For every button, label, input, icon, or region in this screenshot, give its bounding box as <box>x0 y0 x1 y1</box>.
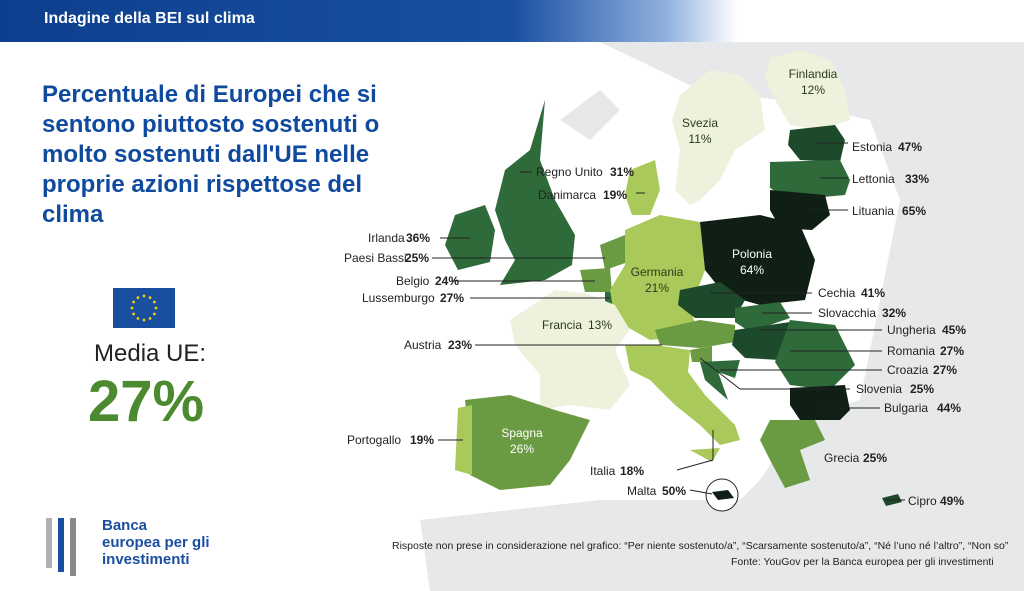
label-irlanda-value: 36% <box>406 231 431 245</box>
source-note: Fonte: YouGov per la Banca europea per gli investimenti <box>731 556 994 568</box>
label-polonia-value: 64% <box>739 263 765 277</box>
label-svezia-name: Svezia <box>681 116 719 130</box>
eib-logo-text <box>102 517 210 568</box>
label-romania-name: Romania <box>887 344 936 358</box>
country-bulgaria <box>790 385 850 420</box>
malta-inset <box>706 479 738 511</box>
label-ungheria-value: 45% <box>942 323 967 337</box>
label-italia-value: 18% <box>620 464 645 478</box>
country-slovenia <box>690 346 712 362</box>
label-grecia-name: Grecia <box>824 451 860 465</box>
label-croazia-name: Croazia <box>887 363 929 377</box>
label-slovacchia-value: 32% <box>882 306 907 320</box>
country-croazia <box>700 360 740 400</box>
label-croazia-value: 27% <box>933 363 958 377</box>
country-italia-sicilia <box>690 448 720 462</box>
label-lettonia-name: Lettonia <box>852 172 895 186</box>
label-cipro-name: Cipro <box>908 494 937 508</box>
label-slovenia-value: 25% <box>910 382 935 396</box>
label-austria-value: 23% <box>448 338 473 352</box>
average-value: 27% <box>88 369 205 434</box>
label-francia-value: 13% <box>588 318 613 332</box>
label-svezia-value: 11% <box>688 132 712 146</box>
label-malta-name: Malta <box>627 484 657 498</box>
headline: Percentuale di Europei che si sentono piuttosto sostenuti o molto sostenuti dall'UE nelle proprie azioni rispettose del clima <box>42 81 380 228</box>
label-cechia-value: 41% <box>861 286 886 300</box>
logo-line-3: investimenti <box>102 551 190 568</box>
label-slovacchia-name: Slovacchia <box>818 306 877 320</box>
country-paesi-bassi <box>600 235 628 270</box>
label-lituania-name: Lituania <box>852 204 895 218</box>
label-lussemburgo-name: Lussemburgo <box>362 291 435 305</box>
label-polonia-name: Polonia <box>731 247 773 261</box>
label-romania-value: 27% <box>940 344 965 358</box>
country-francia <box>510 290 630 410</box>
label-cipro-value: 49% <box>940 494 965 508</box>
excluded-note: Risposte non prese in considerazione nel grafico: “Per niente sostenuto/a”, “Scarsamente sostenuto/a”, “Né l’uno né l’altro”, “Non so” <box>392 540 1009 552</box>
label-francia-name: Francia <box>542 318 583 332</box>
country-svezia <box>672 70 765 205</box>
label-paesi-bassi-name: Paesi Bassi <box>344 251 407 265</box>
label-slovenia-name: Slovenia <box>856 382 903 396</box>
label-danimarca-name: Danimarca <box>538 188 597 202</box>
label-germania-name: Germania <box>630 265 684 279</box>
europe-map <box>330 42 1024 591</box>
label-germania-value: 21% <box>644 281 670 295</box>
country-belgio <box>580 268 612 292</box>
label-ungheria-name: Ungheria <box>887 323 936 337</box>
label-lituania-value: 65% <box>902 204 927 218</box>
label-malta-value: 50% <box>662 484 687 498</box>
label-grecia-value: 25% <box>863 451 888 465</box>
label-spagna-value: 26% <box>509 442 535 456</box>
label-danimarca-value: 19% <box>603 188 628 202</box>
label-spagna-name: Spagna <box>501 426 543 440</box>
label-italia-name: Italia <box>590 464 616 478</box>
label-regno-unito-name: Regno Unito <box>536 165 603 179</box>
label-finlandia-name: Finlandia <box>788 67 838 81</box>
label-estonia-name: Estonia <box>852 140 893 154</box>
label-austria-name: Austria <box>404 338 442 352</box>
label-regno-unito-value: 31% <box>610 165 635 179</box>
label-belgio-value: 24% <box>435 274 460 288</box>
average-label: Media UE: <box>94 340 207 367</box>
label-bulgaria-name: Bulgaria <box>884 401 929 415</box>
label-lussemburgo-value: 27% <box>440 291 465 305</box>
header-title: Indagine della BEI sul clima <box>44 10 255 27</box>
label-irlanda-name: Irlanda <box>368 231 405 245</box>
logo-line-2: europea per gli <box>102 534 210 551</box>
logo-line-1: Banca <box>102 517 148 534</box>
eu-flag-icon <box>113 288 175 328</box>
label-bulgaria-value: 44% <box>937 401 962 415</box>
label-cechia-name: Cechia <box>818 286 856 300</box>
label-lettonia-value: 33% <box>905 172 930 186</box>
label-belgio-name: Belgio <box>396 274 430 288</box>
label-finlandia-value: 12% <box>800 83 826 97</box>
label-paesi-bassi-value: 25% <box>405 251 430 265</box>
label-estonia-value: 47% <box>898 140 923 154</box>
label-portogallo-value: 19% <box>410 433 435 447</box>
header-bar <box>0 0 1024 42</box>
label-portogallo-name: Portogallo <box>347 433 402 447</box>
